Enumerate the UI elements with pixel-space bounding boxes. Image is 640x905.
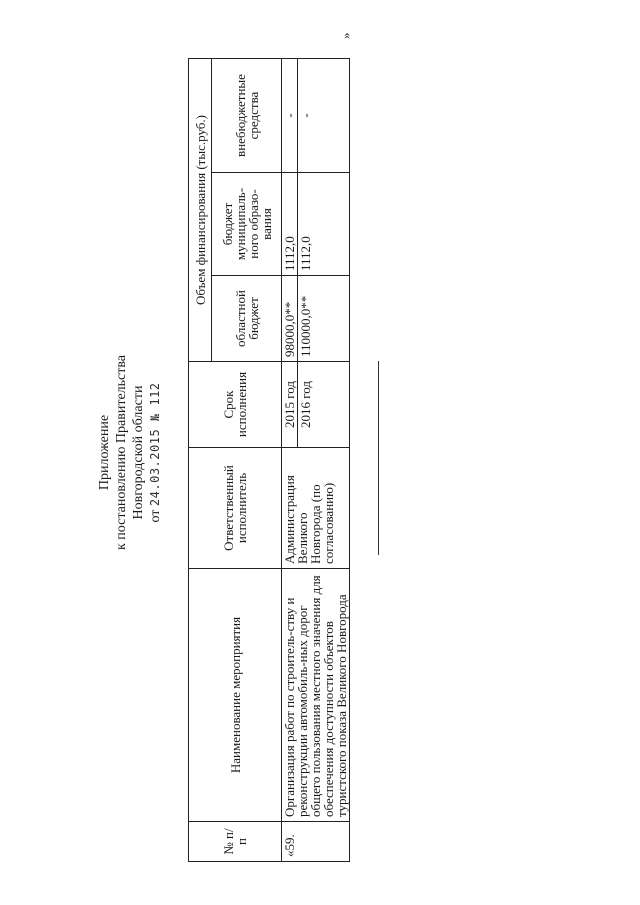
closing-quote: » [338, 32, 353, 39]
row-municipal-2015: 1112,0 [282, 173, 298, 276]
row-name: Организация работ по строитель-ству и реконструкции автомобиль-ных дорог общего пользования местного значения для обеспечения доступности объектов туристского показа Великого Новгорода [282, 569, 350, 822]
header-num: № п/п [189, 822, 282, 862]
header-extra: внебюджетные средства [212, 59, 282, 173]
row-extra-2015: - [282, 59, 298, 173]
row-municipal-2016: 1112,0 [298, 173, 350, 276]
header-municipal: бюджет муниципаль-ного образо-вания [212, 173, 282, 276]
row-regional-2015: 98000,0** [282, 276, 298, 362]
table-row [282, 59, 298, 862]
header-name: Наименование мероприятия [189, 569, 282, 822]
header-date-number: 24.03.2015 № 112 [148, 382, 162, 507]
header-responsible: Ответственный исполнитель [189, 448, 282, 569]
row-num: «59. [282, 822, 350, 862]
header-line-2: к постановлению Правительства [114, 354, 129, 551]
header-funding: Объем финансирования (тыс.руб.) [189, 59, 212, 362]
row-regional-2016: 110000,0** [298, 276, 350, 362]
header-term: Срок исполнения [189, 362, 282, 448]
measures-table [188, 58, 350, 862]
table-header-row [189, 59, 212, 862]
header-regional: областной бюджет [212, 276, 282, 362]
header-line-3: Новгородской области [131, 385, 146, 520]
header-title: Приложение [97, 414, 112, 491]
row-responsible: Администрация Великого Новгорода (по согласованию) [282, 448, 350, 569]
row-term-2016: 2016 год [298, 362, 350, 448]
header-date [147, 0, 164, 905]
document-header [96, 0, 164, 905]
divider-line [378, 361, 379, 555]
header-date-prefix: от [148, 509, 163, 523]
row-extra-2016: - [298, 59, 350, 173]
row-term-2015: 2015 год [282, 362, 298, 448]
